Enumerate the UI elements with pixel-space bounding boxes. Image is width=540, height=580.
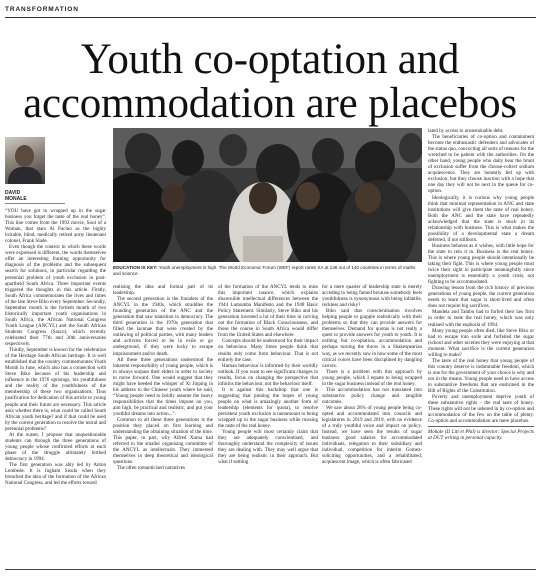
paragraph: This accommodation has not translated into substantive policy change and tangible outcomes. xyxy=(322,386,422,405)
article-column-3 xyxy=(218,284,318,564)
byline xyxy=(5,190,27,202)
paragraph: Business behaves as it wishes, with little hope for the state to rein it in. Business is the real honey. This is where young people should intentionally be taking their fight. This is where young people must twice their sight to participate meaningfully since unemployment is essentially a youth crisis, not fighting to be accommodated. xyxy=(428,242,534,286)
author-shoulders-shape xyxy=(8,167,42,184)
paragraph: The second generation is the founders of the ANCYL in the 1940s, which straddles the founding generation of the ANC and the generation that saw transition to democracy. The third generation is the 1970s generation that filled the lacunae that were created by the outlawing of political parties, with many leaders and activists forced to be in exile or go underground, if they were lucky to escape imprisonment and/or death. xyxy=(113,296,213,357)
paragraph: Common to all these three generations is the position they placed on first learning and understanding the obtaining situation of the time. This paper, in part, why Alfred Xuma had referred to the smaller organising committee of the ANCYL as intellectuals. They immersed themselves in deep theoretical and ideological questions. xyxy=(113,417,213,466)
paragraph: Human behaviour is informed by their worldly outlook. If you want to see significant changes in results, focus on changing the perspective that informs the behaviour, not the behaviour itself. xyxy=(218,362,318,387)
author-photo xyxy=(5,137,45,184)
paragraph: The taste of the real honey that young people of this country deserve is indomitable freedom, which is one for the government of your choice is why and not in the means. Young people need to have access to substantive freedoms that are enshrined in the Bill of Rights of the Constitution. xyxy=(428,357,534,395)
paragraph: Young people will most certainly claim that they are adequately conscientised, and thoroughly understand the complexity of issues they are dealing with. They may well argue that they are being realistic in their approach. But what if settling xyxy=(218,429,318,466)
paragraph: The beneficiaries of co-option and containment become the enthusiastic defenders and advocates of the status quo, concocting all sorts of reasons for the wretched to be patient with the authorities. On the other hand, young people who daily bear the brunt of exclusion suffer from the choose-collect sodium acquiescence. They are honestly fed up with exclusion, but they choose inaction with a hope that one day they will not be next in the queue for co-option. xyxy=(428,134,534,195)
paragraph: All these three generations understood the inherent responsibility of young people, which is to always surpass their elders in order to society to move forward. One would suggest that they might have heeded the whisper of Xi Jinping in his address to the Chinese youth where he said, “Young people need to boldly assume the heavy responsibilities that the times impose on you, aim high, be practical and realistic, and put your youthful dreams into action...”. xyxy=(113,356,213,417)
article-column-1 xyxy=(5,208,106,564)
protest-crowd-image xyxy=(113,128,422,262)
paragraph: We saw about 28% of young people being co-opted and accommodated into councils and legislatures in 2019 and 2019, with no evidence of a truly youthful voice and impact on policy. Instead, we have seen the results of sugar business: good salaries for accommodated individuals, relegation to their subsidiary and individual, competition for interim Gomez-soliciting opportunities, and a rehabilitated, acquiescent image, which is often fabricated xyxy=(322,404,422,466)
section-kicker: TRANSFORMATION xyxy=(5,6,79,13)
paragraph: There is a problem with this approach by young people, which I equate to being wrapped in the sugar business instead of the real honey. xyxy=(322,368,422,387)
caption-label: EDUCATION IS KEY: xyxy=(113,265,158,270)
paragraph: The often romanticised narratives xyxy=(117,465,185,472)
caption-text: Youth unemployment is high. The World Economic Forum (WEF) report ranks SA at 138 out of 140 countries in terms of maths and science. xyxy=(113,265,416,277)
paragraph: of the formation of the ANCYL tends to miss this important nuance, which explains discernible intellectual differences between the 1944 Lumumba Manifesto and the 1948 Basic Policy Statement. Similarly, Steve Biko and his generation invested a lot of their time in carving out the formation of Black Consciousness, and those the course in South Africa would differ from the United States and elsewhere. xyxy=(218,284,318,339)
paragraph: It is against this backdrop that one is suggesting that pinning the hopes of young people on what is amazingly another form of leadership (elements for quota), to resolve persistent youth exclusion is tantamount to being wrapped up in the sugar business while missing the taste of the real honey. xyxy=(218,386,318,430)
paragraph: Ideologically, it is curious why young people think that minimal representation in ANC and state institutions will give them the taste of real honey. Both the ANC and the state have repeatedly acknowledged that the state is stuck in its relationship with business. This is what makes the possibility of a developmental state a dream deferred, if not stillborn. xyxy=(428,194,534,243)
paragraph: Many young people often died, like Steve Biko or had to escape into exile and forfeited the sugar (school and other niceties they were enjoying at that moment. What sacrifice is the current generation willing to make? xyxy=(428,327,534,358)
photo-caption xyxy=(113,265,423,277)
article-column-2 xyxy=(113,284,213,564)
author-bio: Mohale (D Litt et Phil) is director: Special Projects at DUT writing in personal capacity. xyxy=(428,426,534,441)
paragraph: Mandela and Tambo had to forfeit their law firm in order to taste the real honey, which was only realised with the euphoria of 1994. xyxy=(428,309,534,328)
paragraph: Even though the context in which these words were expressed is different, the words themselves offer an interesting framing opportunity for diagnosis of the problems and the subsequent search for solutions, in particular regarding the perennial problem of youth exclusion in post-apartheid South Africa. Three important events triggered the thoughts in this article. Firstly, South Africa commemorates the lives and times of the late Steve Biko every September. Secondly, September month is the fortieth month of two historically important youth organisations in South Africa, the African National Congress Youth League (ANCYL) and the South African Students Congress (Sasco), which recently celebrated their 77th and 30th anniversaries respectively. xyxy=(5,244,106,348)
crowd-illustration xyxy=(113,128,422,262)
bottom-rule xyxy=(5,569,536,570)
article-column-4 xyxy=(322,284,422,564)
author-head-shape xyxy=(15,145,34,167)
paragraph: Thirdly, September is known for the celebration of the Heritage South African heritage. It is well established that the country commemorates Youth Month in June, which also has a connection with Steve Biko because of his leadership and influence in the 1976 uprisings, his youthfulness and the reality of the youthfulness of the membership of these two organisations. Thus justification for dedication of this article to young people and their future are necessary. This article asks whether there is, what could be called South African youth heritage? and if that could be used by the current generation to resolve the moral and perennial problems? xyxy=(5,347,106,432)
paragraph: At the outset, I propose that unquestionable students can through the three generations of young people whose confirmed efforts at each phase of the struggle ultimately birthed democracy in 1994. xyxy=(5,431,106,462)
paragraph: realising the idea and formal part of its leadership. xyxy=(113,284,213,297)
paragraph: Concepts should be understood for their impact on behaviour. Many times people think that results only come from behaviour. That is not entirely the case. xyxy=(218,338,318,363)
paragraph: “YOU have got to wrapped up in the sugar business you forget the taste of the real honey”. This line comes from the 1992 movie, Soul of a Woman, that stars Al Pacino as the highly irritable, blind, medically retired army lieutenant colonel, Frank Slade. xyxy=(5,208,106,245)
paragraph: Poverty and unemployment deprive youth of these substantive rights – the real taste of honey. These rights will not be ushered in by co-option and accommodation of the few on the table of plenty. Co-option and accommodation are mere placebos. xyxy=(428,394,534,425)
byline-rule xyxy=(5,203,65,204)
paragraph: Biko said that conscientisation involves helping people to grapple realistically with their problems so that they can provide answers for themselves. Demand for quotas is not really a quest to provide answers for youth to youth. It is nothing but co-optation, accommodation and perhaps turning the throw in a Shakespearian way, as we recently saw in how some of the most critical voices have been disciplined by dangling carrots. xyxy=(322,308,422,369)
paragraph: lated by access to unsustainable debt. xyxy=(428,128,504,134)
paragraph: The first generation was ably led by Anton Lembede. It is Ingham Sisulu when they breached the idea of the formation of the African National Congress, and led the efforts toward xyxy=(5,461,106,487)
paragraph: for a mere quarter of leadership state is merely acceding to being famed because somebody feels youthfulness is synonymous with being infantile, reckless and risky? xyxy=(322,284,422,309)
paragraph: Drawing lesson from the rich history of previous generations of young people, the current generation needs to learn that sugar is short-lived and often does not require big sacrifices. xyxy=(428,285,534,310)
author-last-name: MONALE xyxy=(5,196,27,203)
headline: Youth co-optation and accommodation are placebos xyxy=(23,36,517,127)
article-column-5 xyxy=(428,128,534,564)
top-rule xyxy=(5,17,536,18)
author-first-name: DAVID xyxy=(5,190,21,196)
